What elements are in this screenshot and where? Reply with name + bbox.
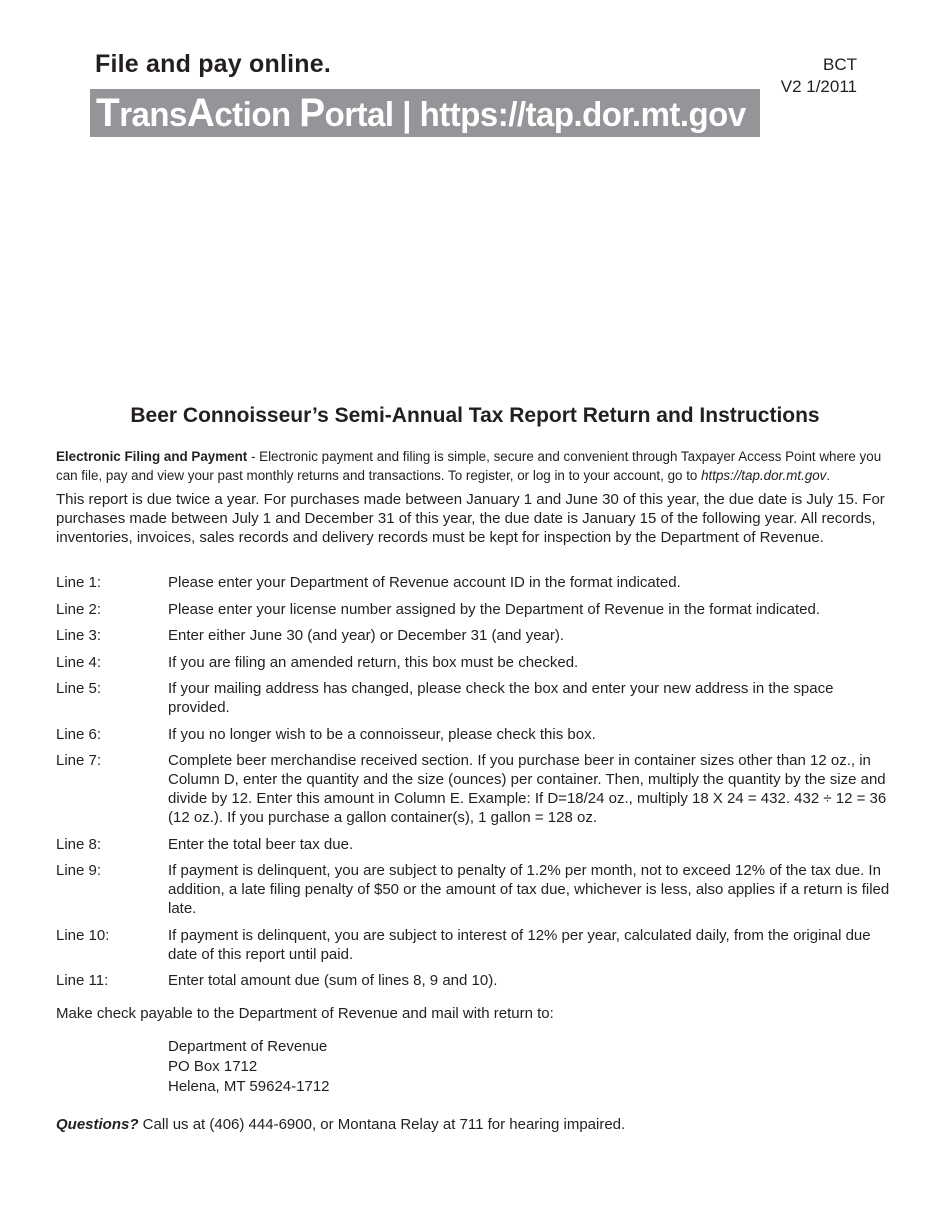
line-label: Line 4: (56, 653, 102, 671)
address-line-1: Department of Revenue (168, 1038, 328, 1055)
banner-cap-t: T (96, 91, 120, 135)
line-label: Line 5: (56, 680, 102, 697)
line-text: If payment is delinquent, you are subject to penalty of 1.2% per month, not to exceed 12% of the tax due. In addition, a late filing penalty of $50 or the amount of tax due, whichever is less, also applies if a return is filed late. (168, 862, 890, 917)
efile-body: - Electronic payment and filing is simple, secure and convenient through Taxpayer Access Point where you can file, pay and view your past monthly returns and transactions. To register, or log in to your account, go to (56, 449, 882, 483)
intro-paragraph: This report is due twice a year. For purchases made between January 1 and June 30 of this year, the due date is July 15. For purchases made between July 1 and December 31 of this year, the due date is January 15 of the following year. All records, inventories, invoices, sales records and delivery records must be kept for inspection by the Department of Revenue. (56, 491, 885, 546)
line-text: If you no longer wish to be a connoisseur, please check this box. (168, 725, 596, 743)
line-instruction-row (56, 679, 898, 717)
form-code: BCT (823, 55, 857, 74)
banner-cap-a: A (186, 91, 215, 135)
form-version: V2 1/2011 (780, 77, 857, 96)
line-text: Enter either June 30 (and year) or December 31 (and year). (168, 627, 565, 644)
line-text: If payment is delinquent, you are subject to interest of 12% per year, calculated daily, from the original due date of this report until paid. (168, 926, 871, 963)
line-text: Enter total amount due (sum of lines 8, 9 and 10). (168, 972, 498, 989)
efile-url: https://tap.dor.mt.gov (701, 468, 827, 483)
line-text: Please enter your license number assigned by the Department of Revenue in the format indicated. (168, 600, 821, 618)
line-text: Complete beer merchandise received section. If you purchase beer in container sizes other than 12 oz., in Column D, enter the quantity and the size (ounces) per container. Then, multiply the quantity by the size and divide by 12. Enter this amount in Column E. Example: If D=18/24 oz., multiply 18 X 24 = 432. 432 ÷ 12 = 36 (12 oz.). If you purchase a gallon container(s), 1 gallon = 128 oz. (168, 752, 887, 826)
line-label: Line 1: (56, 574, 102, 591)
efile-heading: Electronic Filing and Payment (56, 449, 248, 464)
line-label: Line 9: (56, 862, 102, 879)
line-label: Line 11: (56, 972, 109, 989)
line-instructions (56, 573, 898, 998)
transaction-portal-banner (90, 89, 760, 137)
banner-text-rans: rans (119, 96, 187, 134)
line-label: Line 6: (56, 725, 102, 743)
line-text: If you are filing an amended return, this box must be checked. (168, 653, 579, 671)
line-instruction-row (56, 835, 898, 854)
banner-cap-p: P (299, 91, 325, 135)
line-instruction-row (56, 861, 898, 918)
line-instruction-row (56, 751, 898, 827)
check-payable-instruction: Make check payable to the Department of Revenue and mail with return to: (56, 1005, 554, 1022)
line-instruction-row (56, 971, 898, 990)
line-label: Line 7: (56, 752, 102, 769)
line-instruction-row (56, 600, 898, 619)
address-line-2: PO Box 1712 (168, 1058, 258, 1075)
electronic-filing-paragraph (56, 447, 898, 485)
banner-text-ction: ction (214, 96, 300, 134)
line-label: Line 8: (56, 835, 102, 853)
line-text: Please enter your Department of Revenue account ID in the format indicated. (168, 574, 681, 591)
efile-end: . (826, 468, 831, 483)
form-code-block (781, 54, 857, 98)
line-instruction-row (56, 926, 898, 964)
line-text: Enter the total beer tax due. (168, 835, 354, 853)
document-title: Beer Connoisseur’s Semi-Annual Tax Report Return and Instructions (130, 404, 820, 427)
line-instruction-row (56, 626, 898, 645)
line-text: If your mailing address has changed, please check the box and enter your new address in the space provided. (168, 680, 834, 716)
line-label: Line 3: (56, 627, 102, 644)
line-instruction-row (56, 573, 898, 592)
line-instruction-row (56, 653, 898, 672)
line-label: Line 2: (56, 600, 102, 618)
file-pay-tagline: File and pay online. (95, 50, 331, 78)
line-label: Line 10: (56, 926, 110, 944)
questions-text: Call us at (406) 444-6900, or Montana Relay at 711 for hearing impaired. (138, 1116, 626, 1133)
questions-contact (56, 1115, 625, 1134)
line-instruction-row (56, 725, 898, 744)
address-line-3: Helena, MT 59624-1712 (168, 1078, 330, 1095)
banner-text-ortal-url: ortal | https://tap.dor.mt.gov (324, 96, 746, 134)
questions-label: Questions? (56, 1116, 139, 1133)
mailing-address (168, 1037, 330, 1097)
